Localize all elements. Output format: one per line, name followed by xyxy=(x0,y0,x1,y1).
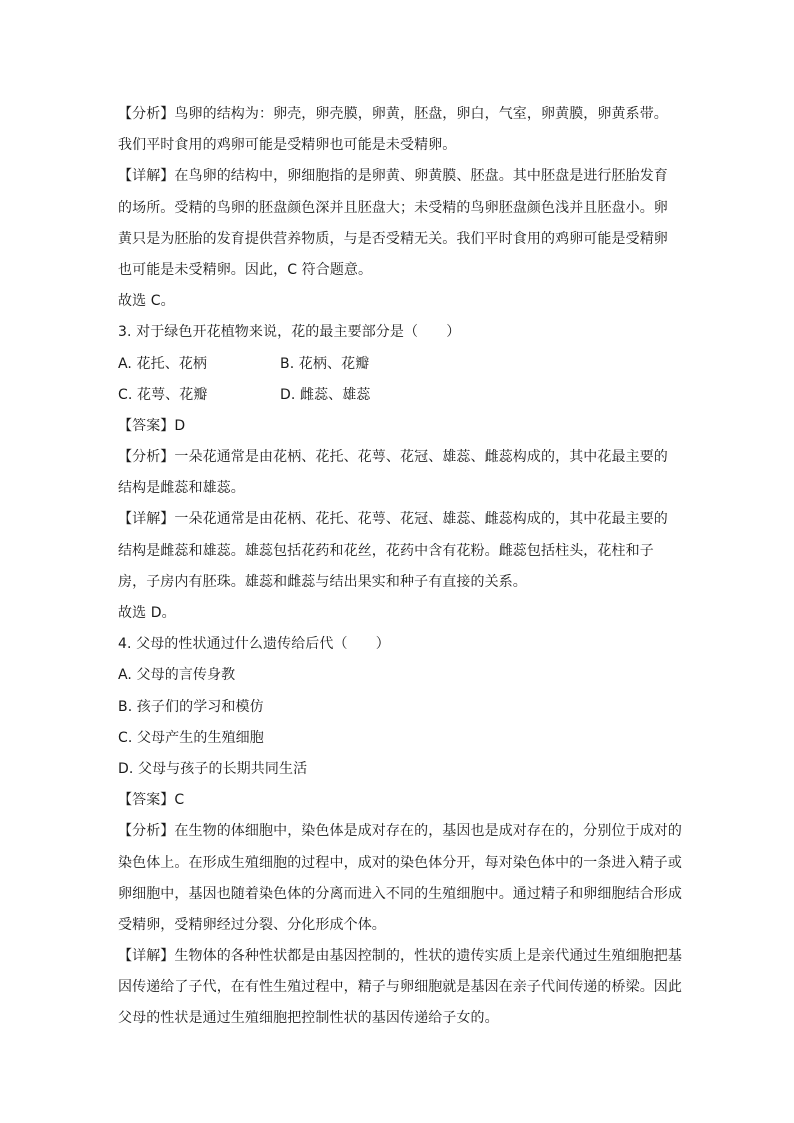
line-text: 生物体的各种性状都是由基因控制的，性状的遗传实质上是亲代通过生殖细胞把基 xyxy=(174,948,683,965)
line-text: 受精卵，受精卵经过分裂、分化形成个体。 xyxy=(118,916,386,933)
line-text: C xyxy=(174,792,185,809)
text-line xyxy=(118,130,678,161)
text-line: C. 父母产生的生殖细胞 xyxy=(118,729,264,746)
document-body xyxy=(118,99,683,1035)
section-tag: 【分析】 xyxy=(118,449,175,466)
line-text: 一朵花通常是由花柄、花托、花萼、花冠、雄蕊、雌蕊构成的，其中花最主要的 xyxy=(174,449,668,466)
line-text: D xyxy=(174,417,186,434)
line-text: 房，子房内有胚珠。雄蕊和雌蕊与结出果实和种子有直接的关系。 xyxy=(118,573,527,590)
line-text: 一朵花通常是由花柄、花托、花萼、花冠、雄蕊、雌蕊构成的，其中花最主要的 xyxy=(174,511,668,528)
text-line xyxy=(118,504,678,535)
section-tag: 【详解】 xyxy=(118,168,175,185)
line-text: 黄只是为胚胎的发育提供营养物质，与是否受精无关。我们平时食用的鸡卵可能是受精卵 xyxy=(118,230,668,247)
text-line xyxy=(118,442,678,473)
text-line xyxy=(118,816,683,847)
line-text: 我们平时食用的鸡卵可能是受精卵也可能是未受精卵。 xyxy=(118,137,457,154)
line-text: 鸟卵的结构为：卵壳，卵壳膜，卵黄，胚盘，卵白，气室，卵黄膜，卵黄系带。 xyxy=(174,106,668,122)
text-line xyxy=(118,941,683,972)
text-line xyxy=(118,879,682,910)
text-line xyxy=(118,910,678,941)
option-item: B. 花柄、花瓣 xyxy=(280,355,370,372)
line-text: 卵细胞中，基因也随着染色体的分离而进入不同的生殖细胞中。通过精子和卵细胞结合形成 xyxy=(118,885,682,902)
section-tag: 【详解】 xyxy=(118,948,175,965)
text-line xyxy=(118,473,678,504)
line-text: 父母的性状是通过生殖细胞把控制性状的基因传递给子女的。 xyxy=(118,1010,499,1027)
text-line: A. 父母的言传身教 xyxy=(118,667,236,684)
section-tag: 【分析】 xyxy=(118,823,175,840)
option-row xyxy=(118,349,678,380)
section-tag: 【答案】 xyxy=(118,417,175,434)
line-text: 在生物的体细胞中，染色体是成对存在的，基因也是成对存在的，分别位于成对的 xyxy=(174,823,683,840)
text-line xyxy=(118,536,678,567)
option-item: D. 雌蕊、雄蕊 xyxy=(280,386,371,403)
text-line: 3. 对于绿色开花植物来说，花的最主要部分是（ ） xyxy=(118,324,461,341)
text-line xyxy=(118,848,682,879)
section-tag: 【答案】 xyxy=(118,792,175,809)
text-line xyxy=(118,785,678,816)
text-line xyxy=(118,161,678,192)
text-line xyxy=(118,1003,678,1034)
line-text: 因传递给了子代，在有性生殖过程中，精子与卵细胞就是基因在亲子代间传递的桥梁。因此 xyxy=(118,979,682,996)
section-tag: 【详解】 xyxy=(118,511,175,528)
section-tag: 【分析】 xyxy=(118,106,175,122)
text-line: 故选 D。 xyxy=(118,605,176,621)
text-line xyxy=(118,255,678,286)
line-text: 在鸟卵的结构中，卵细胞指的是卵黄、卵黄膜、胚盘。其中胚盘是进行胚胎发育 xyxy=(174,168,668,185)
line-text: 染色体上。在形成生殖细胞的过程中，成对的染色体分开，每对染色体中的一条进入精子或 xyxy=(118,854,682,871)
text-line: D. 父母与孩子的长期共同生活 xyxy=(118,760,308,777)
line-text: 结构是雌蕊和雄蕊。雄蕊包括花药和花丝，花药中含有花粉。雌蕊包括柱头，花柱和子 xyxy=(118,542,654,559)
text-line xyxy=(118,193,678,224)
option-item: C. 花萼、花瓣 xyxy=(118,386,208,403)
line-text: 结构是雌蕊和雄蕊。 xyxy=(118,480,245,497)
text-line xyxy=(118,567,678,598)
text-line xyxy=(118,99,678,130)
text-line: B. 孩子们的学习和模仿 xyxy=(118,698,264,715)
line-text: 也可能是未受精卵。因此，C 符合题意。 xyxy=(118,261,373,278)
text-line: 故选 C。 xyxy=(118,293,175,310)
text-line xyxy=(118,411,678,442)
line-text: 的场所。受精的鸟卵的胚盘颜色深并且胚盘大；未受精的鸟卵胚盘颜色浅并且胚盘小。卵 xyxy=(118,199,668,216)
option-row xyxy=(118,380,678,411)
text-line xyxy=(118,224,678,255)
text-line xyxy=(118,972,682,1003)
text-line: 4. 父母的性状通过什么遗传给后代（ ） xyxy=(118,636,390,653)
option-item: A. 花托、花柄 xyxy=(118,355,208,372)
